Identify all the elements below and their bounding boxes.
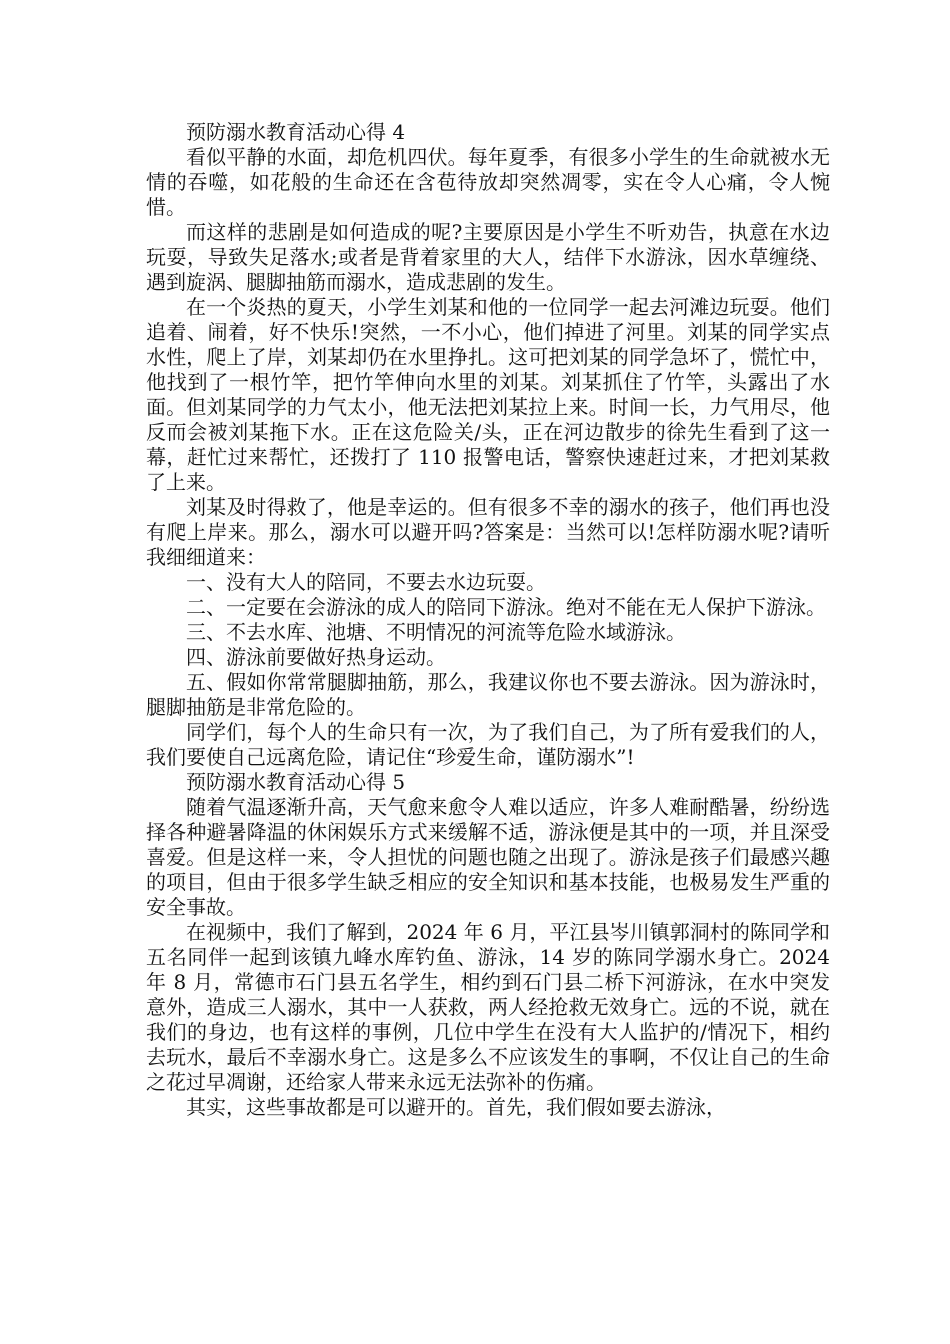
section-heading-5: 预防溺水教育活动心得 5 bbox=[186, 770, 406, 794]
paragraph: 而这样的悲剧是如何造成的呢?主要原因是小学生不听劝告，执意在水边玩耍，导致失足落水;或者是背着家里的大人，结伴下水游泳，因水草缠绕、遇到旋涡、腿脚抽筋而溺水，造成悲剧的发生。 bbox=[146, 220, 830, 294]
paragraph: 其实，这些事故都是可以避开的。首先，我们假如要去游泳， bbox=[186, 1095, 726, 1119]
paragraph: 看似平静的水面，却危机四伏。每年夏季，有很多小学生的生命就被水无情的吞噬，如花般的生命还在含苞待放却突然凋零，实在令人心痛，令人惋惜。 bbox=[146, 145, 830, 219]
document-body bbox=[146, 120, 830, 1120]
list-item: 五、假如你常常腿脚抽筋，那么，我建议你也不要去游泳。因为游泳时，腿脚抽筋是非常危险的。 bbox=[146, 670, 830, 719]
paragraph: 刘某及时得救了，他是幸运的。但有很多不幸的溺水的孩子，他们再也没有爬上岸来。那么，溺水可以避开吗?答案是：当然可以!怎样防溺水呢?请听我细细道来： bbox=[146, 495, 830, 569]
list-item: 四、游泳前要做好热身运动。 bbox=[186, 645, 446, 669]
paragraph: 同学们，每个人的生命只有一次，为了我们自己，为了所有爱我们的人，我们要使自己远离危险，请记住“珍爱生命，谨防溺水”! bbox=[146, 720, 830, 769]
paragraph: 在一个炎热的夏天，小学生刘某和他的一位同学一起去河滩边玩耍。他们追着、闹着，好不快乐!突然，一不小心，他们掉进了河里。刘某的同学实点水性，爬上了岸，刘某却仍在水里挣扎。这可把刘某的同学急坏了，慌忙中，他找到了一根竹竿，把竹竿伸向水里的刘某。刘某抓住了竹竿，头露出了水面。但刘某同学的力气太小，他无法把刘某拉上来。时间一长，力气用尽，他反而会被刘某拖下水。正在这危险关/头，正在河边散步的徐先生看到了这一幕，赶忙过来帮忙，还拨打了 110 报警电话，警察快速赶过来，才把刘某救了上来。 bbox=[146, 295, 830, 494]
list-item: 二、一定要在会游泳的成人的陪同下游泳。绝对不能在无人保护下游泳。 bbox=[186, 595, 826, 619]
list-item: 一、没有大人的陪同，不要去水边玩耍。 bbox=[186, 570, 546, 594]
section-heading-4: 预防溺水教育活动心得 4 bbox=[186, 120, 406, 144]
paragraph: 随着气温逐渐升高，天气愈来愈令人难以适应，许多人难耐酷暑，纷纷选择各种避暑降温的休闲娱乐方式来缓解不适，游泳便是其中的一项，并且深受喜爱。但是这样一来，令人担忧的问题也随之出现了。游泳是孩子们最感兴趣的项目，但由于很多学生缺乏相应的安全知识和基本技能，也极易发生严重的安全事故。 bbox=[146, 795, 830, 919]
list-item: 三、不去水库、池塘、不明情况的河流等危险水域游泳。 bbox=[186, 620, 686, 644]
paragraph: 在视频中，我们了解到，2024 年 6 月，平江县岑川镇郭洞村的陈同学和五名同伴一起到该镇九峰水库钓鱼、游泳，14 岁的陈同学溺水身亡。2024 年 8 月，常德市石门县五名学生，相约到石门县二桥下河游泳，在水中突发意外，造成三人溺水，其中一人获救，两人经抢救无效身亡。远的不说，就在我们的身边，也有这样的事例，几位中学生在没有大人监护的/情况下，相约去玩水，最后不幸溺水身亡。这是多么不应该发生的事啊，不仅让自己的生命之花过早凋谢，还给家人带来永远无法弥补的伤痛。 bbox=[146, 920, 830, 1094]
